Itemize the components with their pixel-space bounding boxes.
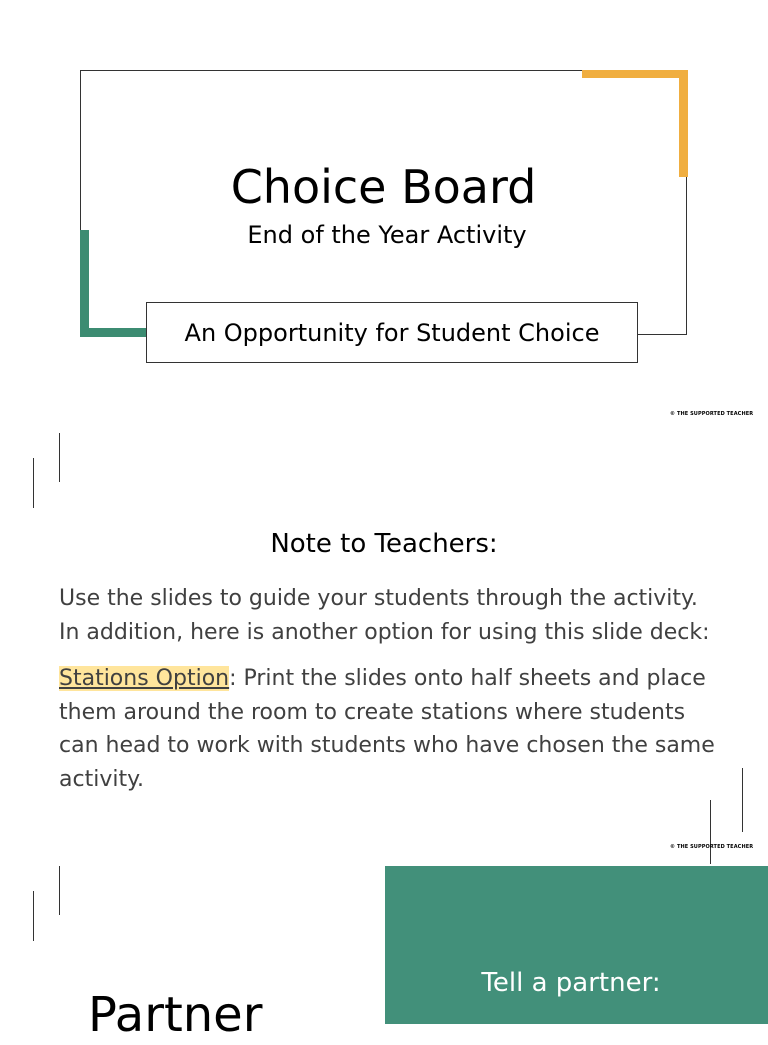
- orange-corner-accent-top: [582, 70, 688, 78]
- decorative-line: [59, 866, 60, 915]
- decorative-line: [33, 458, 34, 508]
- green-panel: [385, 866, 768, 1024]
- copyright-label: © THE SUPPORTED TEACHER: [670, 844, 754, 850]
- slide3-title: Partner: [88, 987, 263, 1043]
- tagline-text: An Opportunity for Student Choice: [184, 318, 600, 347]
- note-paragraph-2-text: : Print the slides onto half sheets and place them around the room to create stations where students can head to work with students who have chosen the same activity.: [59, 666, 715, 792]
- decorative-line: [33, 891, 34, 941]
- tagline-box: [146, 302, 638, 363]
- decorative-line: [59, 433, 60, 482]
- slide-title: Choice Board: [230, 160, 537, 214]
- green-corner-accent-bottom: [80, 328, 148, 337]
- note-paragraph-1: Use the slides to guide your students through the activity. In addition, here is another option for using this slide deck:: [59, 586, 710, 645]
- decorative-line: [742, 768, 743, 832]
- note-paragraph-2: [59, 662, 719, 796]
- copyright-label: © THE SUPPORTED TEACHER: [670, 411, 754, 417]
- stations-option-link[interactable]: Stations Option: [59, 666, 230, 691]
- slide-subtitle: End of the Year Activity: [247, 221, 527, 249]
- note-body: [59, 582, 719, 809]
- decorative-line: [710, 800, 711, 864]
- note-heading: Note to Teachers:: [270, 529, 498, 559]
- panel-text: Tell a partner:: [481, 968, 661, 998]
